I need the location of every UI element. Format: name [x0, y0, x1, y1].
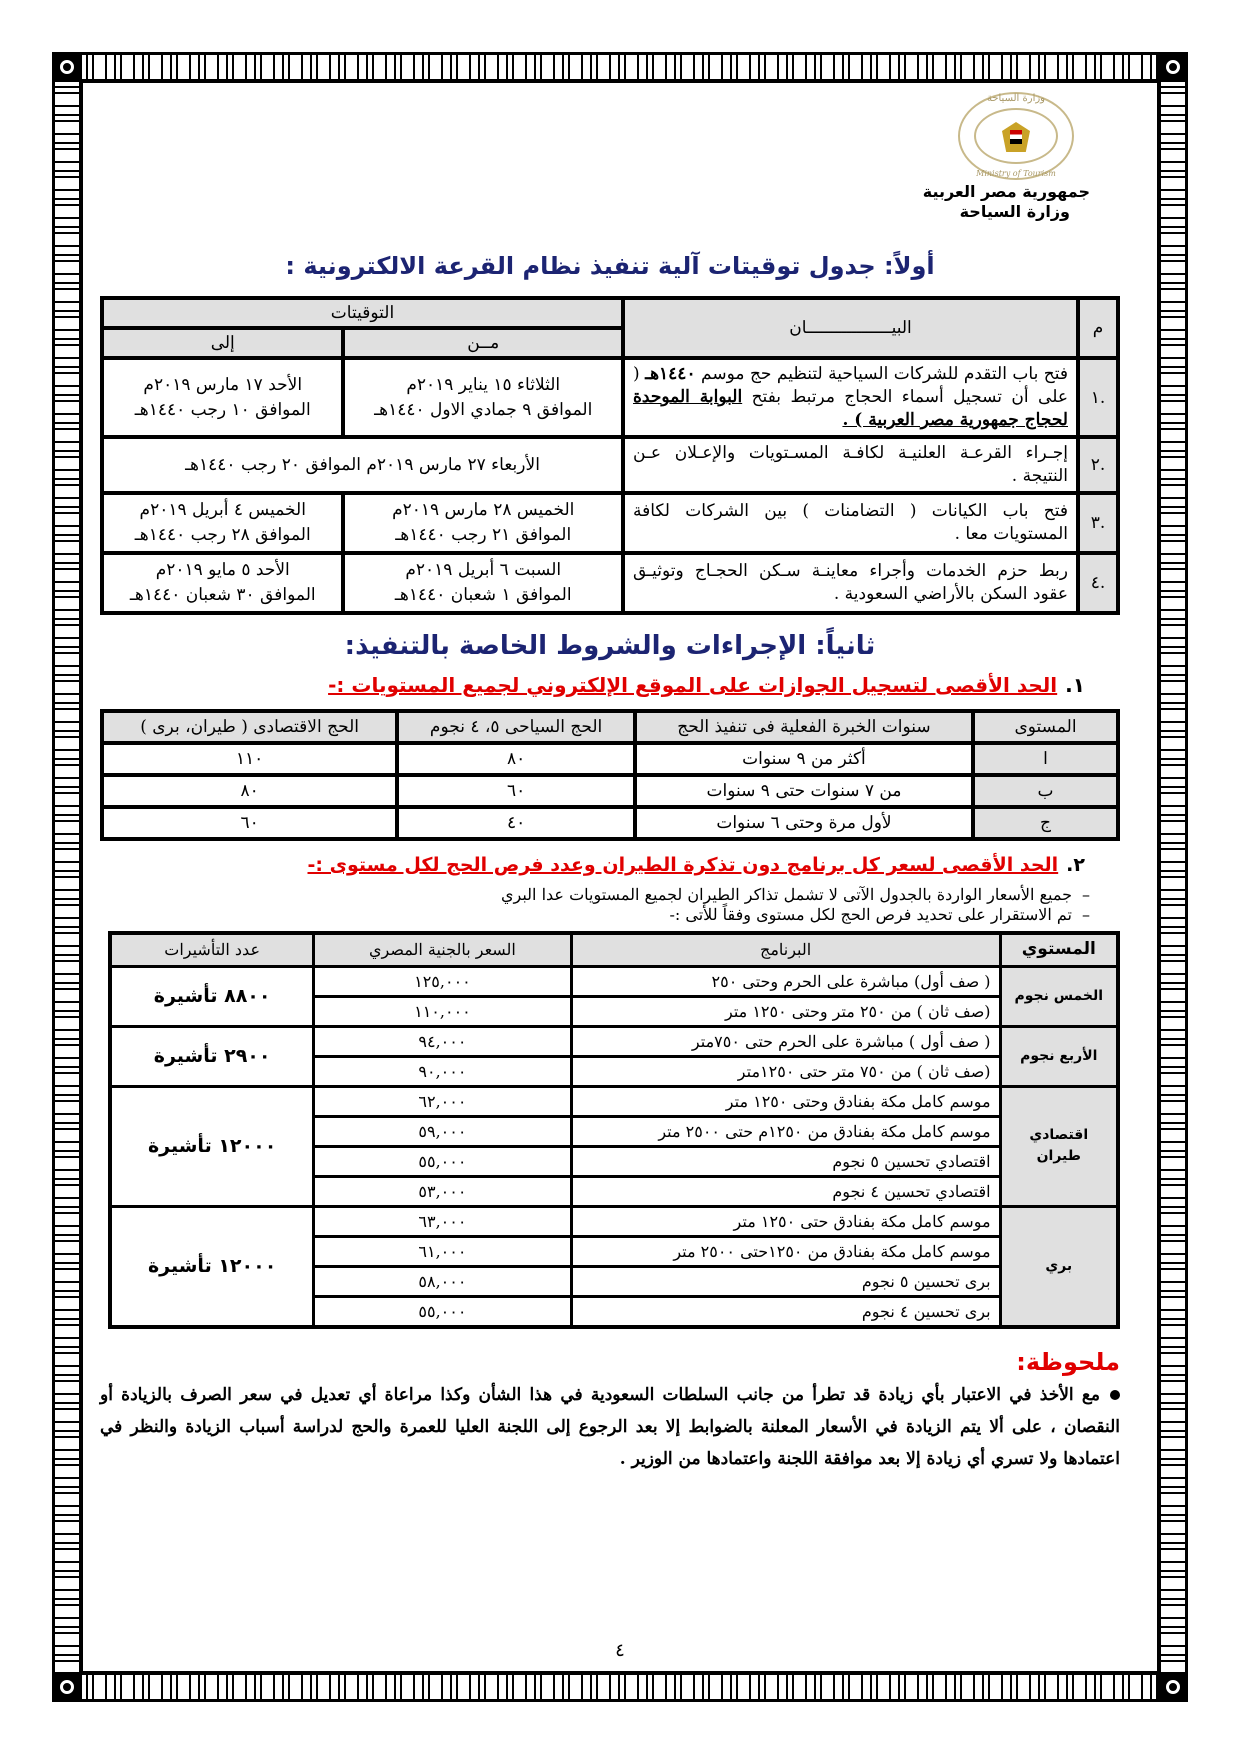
tourist-limit-cell: ٤٠: [397, 807, 635, 839]
col-header-price: السعر بالجنية المصري: [314, 933, 571, 966]
ministry-logo: [958, 92, 1074, 180]
price-cell: ٥٥,٠٠٠: [314, 1296, 571, 1327]
subsection1-title: ١.الحد الأقصى لتسجيل الجوازات على الموقع الإلكتروني لجميع المستويات :-: [328, 673, 1085, 697]
border-bottom: [52, 1672, 1188, 1702]
program-cell: موسم كامل مكة بفنادق من ١٢٥٠حتى ٢٥٠٠ متر: [571, 1236, 1000, 1266]
level-cell: ب: [973, 775, 1118, 807]
tourist-limit-cell: ٦٠: [397, 775, 635, 807]
main-content: [100, 250, 1120, 1475]
border-top: [52, 52, 1188, 82]
logo-text-arabic: وزارة السياحة: [986, 93, 1046, 104]
table-row: [102, 553, 1118, 613]
table-row: [102, 358, 1118, 437]
dash-icon: –: [1082, 885, 1090, 904]
price-cell: ٦١,٠٠٠: [314, 1236, 571, 1266]
corner-ornament-icon: [1158, 1672, 1188, 1702]
list-item: – تم الاستقرار على تحديد فرص الحج لكل مستوى وفقاً للأتى :-: [669, 905, 1090, 924]
table-row: [110, 1206, 1118, 1236]
col-header-to: إلى: [102, 328, 343, 358]
program-cell: برى تحسين ٥ نجوم: [571, 1266, 1000, 1296]
note-title: ملحوظة:: [1016, 1347, 1120, 1376]
tourist-limit-cell: ٨٠: [397, 743, 635, 775]
row-statement: فتح باب التقدم للشركات السياحية لتنظيم حج موسم ١٤٤٠هـ ( على أن تسجيل أسماء الحجاج مرتبط بفتح البوابة الموحدة لحجاج جمهورية مصر العربية ) .: [623, 358, 1078, 437]
program-cell: اقتصادي تحسين ٤ نجوم: [571, 1176, 1000, 1206]
row-num: .٢: [1078, 437, 1118, 493]
visas-cell: ١٢٠٠٠ تأشيرة: [110, 1206, 314, 1327]
economic-limit-cell: ٨٠: [102, 775, 397, 807]
table-row: [110, 1026, 1118, 1056]
visas-cell: ٢٩٠٠ تأشيرة: [110, 1026, 314, 1086]
level-cell: الخمس نجوم: [1000, 966, 1118, 1026]
price-cell: ٥٣,٠٠٠: [314, 1176, 571, 1206]
ministry-line-1: جمهورية مصر العربية: [922, 182, 1090, 201]
experience-cell: لأول مرة وحتى ٦ سنوات: [635, 807, 973, 839]
row-from-date: الثلاثاء ١٥ يناير ٢٠١٩م الموافق ٩ جمادي الاول ١٤٤٠هـ: [343, 358, 623, 437]
passport-limits-table: [100, 709, 1120, 841]
table-row: [110, 1086, 1118, 1116]
row-from-date: الخميس ٢٨ مارس ٢٠١٩م الموافق ٢١ رجب ١٤٤٠هـ: [343, 493, 623, 553]
flag-shield-icon: [1010, 130, 1022, 144]
visas-cell: ٨٨٠٠ تأشيرة: [110, 966, 314, 1026]
level-cell: ج: [973, 807, 1118, 839]
program-cell: اقتصادي تحسين ٥ نجوم: [571, 1146, 1000, 1176]
program-cell: برى تحسين ٤ نجوم: [571, 1296, 1000, 1327]
price-cell: ٥٨,٠٠٠: [314, 1266, 571, 1296]
program-cell: (صف ثان ) من ٢٥٠ متر وحتى ١٢٥٠ متر: [571, 996, 1000, 1026]
col-header-visas: عدد التأشيرات: [110, 933, 314, 966]
row-statement: ربط حزم الخدمات وأجراء معاينـة سـكن الحجـاج وتوثيـق عقود السكن بالأراضي السعودية .: [623, 553, 1078, 613]
price-table: [108, 931, 1120, 1329]
row-to-date: الخميس ٤ أبريل ٢٠١٩م الموافق ٢٨ رجب ١٤٤٠هـ: [102, 493, 343, 553]
table-row: [102, 493, 1118, 553]
visas-cell: ١٢٠٠٠ تأشيرة: [110, 1086, 314, 1206]
row-num: .١: [1078, 358, 1118, 437]
col-header-program: البرنامج: [571, 933, 1000, 966]
table-row: [102, 775, 1118, 807]
page-number: ٤: [615, 1640, 625, 1661]
row-to-date: الأحد ١٧ مارس ٢٠١٩م الموافق ١٠ رجب ١٤٤٠هـ: [102, 358, 343, 437]
bullet-icon: [1110, 1390, 1120, 1400]
col-header-level: المستوى: [973, 711, 1118, 743]
ministry-header: [870, 182, 1090, 222]
experience-cell: أكثر من ٩ سنوات: [635, 743, 973, 775]
row-to-date: الأحد ٥ مايو ٢٠١٩م الموافق ٣٠ شعبان ١٤٤٠هـ: [102, 553, 343, 613]
row-num: .٣: [1078, 493, 1118, 553]
col-header-tourist: الحج السياحى ٥، ٤ نجوم: [397, 711, 635, 743]
note-paragraph: مع الأخذ في الاعتبار بأي زيادة قد تطرأ من جانب السلطات السعودية في هذا الشأن وكذا مراعاة أي تعديل في سعر الصرف بالزيادة أو النقصان ، على ألا يتم الزيادة في الأسعار المعلنة بالضوابط إلا بعد الرجوع إلى اللجنة العليا للعمرة والحج لدراسة أسباب الزيادة والنظر في اعتمادها ولا تسري أي زيادة إلا بعد موافقة اللجنة واعتمادها من الوزير .: [100, 1384, 1120, 1469]
schedule-table: [100, 296, 1120, 615]
level-cell: الأربع نجوم: [1000, 1026, 1118, 1086]
level-cell: ا: [973, 743, 1118, 775]
row-num: .٤: [1078, 553, 1118, 613]
program-cell: موسم كامل مكة بفنادق وحتى ١٢٥٠ متر: [571, 1086, 1000, 1116]
row-statement: فتح باب الكيانات ( التضامنات ) بين الشركات لكافة المستويات معا .: [623, 493, 1078, 553]
border-right: [1158, 52, 1188, 1702]
price-cell: ٦٢,٠٠٠: [314, 1086, 571, 1116]
row-merged-date: الأربعاء ٢٧ مارس ٢٠١٩م الموافق ٢٠ رجب ١٤٤٠هـ: [102, 437, 623, 493]
table-row: [102, 437, 1118, 493]
price-table-wrapper: [100, 931, 1120, 1329]
economic-limit-cell: ١١٠: [102, 743, 397, 775]
program-cell: موسم كامل مكة بفنادق حتى ١٢٥٠ متر: [571, 1206, 1000, 1236]
border-left: [52, 52, 82, 1702]
level-cell: بري: [1000, 1206, 1118, 1327]
price-cell: ١٢٥,٠٠٠: [314, 966, 571, 996]
col-header-experience: سنوات الخبرة الفعلية فى تنفيذ الحج: [635, 711, 973, 743]
corner-ornament-icon: [52, 1672, 82, 1702]
col-header-economic: الحج الاقتصادى ( طيران، برى ): [102, 711, 397, 743]
row-from-date: السبت ٦ أبريل ٢٠١٩م الموافق ١ شعبان ١٤٤٠هـ: [343, 553, 623, 613]
program-cell: (صف ثان ) من ٧٥٠ متر حتى ١٢٥٠متر: [571, 1056, 1000, 1086]
program-cell: ( صف أول ) مباشرة على الحرم حتى ٧٥٠متر: [571, 1026, 1000, 1056]
ministry-line-2: وزارة السياحة: [959, 202, 1070, 221]
price-cell: ٥٥,٠٠٠: [314, 1146, 571, 1176]
corner-ornament-icon: [1158, 52, 1188, 82]
table-row: [102, 743, 1118, 775]
bullet-list: [100, 885, 1090, 925]
subsection2-title: ٢.الحد الأقصى لسعر كل برنامج دون تذكرة الطيران وعدد فرص الحج لكل مستوى :-: [307, 854, 1085, 876]
col-header-statement: البيـــــــــــــــــان: [623, 298, 1078, 358]
program-cell: ( صف أول) مباشرة على الحرم وحتى ٢٥٠: [571, 966, 1000, 996]
experience-cell: من ٧ سنوات حتى ٩ سنوات: [635, 775, 973, 807]
row-statement: إجـراء القرعـة العلنيـة لكافـة المسـتويات والإعـلان عـن النتيجة .: [623, 437, 1078, 493]
col-header-num: م: [1078, 298, 1118, 358]
table-row: [110, 966, 1118, 996]
section2-title: ثانياً: الإجراءات والشروط الخاصة بالتنفيذ:: [344, 631, 876, 661]
dash-icon: –: [1082, 905, 1090, 924]
list-item: – جميع الأسعار الواردة بالجدول الآتى لا تشمل تذاكر الطيران لجميع المستويات عدا البري: [501, 885, 1090, 904]
level-cell: اقتصادي طيران: [1000, 1086, 1118, 1206]
economic-limit-cell: ٦٠: [102, 807, 397, 839]
price-cell: ٩٠,٠٠٠: [314, 1056, 571, 1086]
price-cell: ١١٠,٠٠٠: [314, 996, 571, 1026]
col-header-timings: التوقيتات: [102, 298, 623, 328]
table-row: [102, 807, 1118, 839]
price-cell: ٦٣,٠٠٠: [314, 1206, 571, 1236]
col-header-from: مــن: [343, 328, 623, 358]
col-header-level: المستوي: [1000, 933, 1118, 966]
program-cell: موسم كامل مكة بفنادق من ١٢٥٠م حتى ٢٥٠٠ متر: [571, 1116, 1000, 1146]
corner-ornament-icon: [52, 52, 82, 82]
price-cell: ٥٩,٠٠٠: [314, 1116, 571, 1146]
logo-text-english: Ministry of Tourism: [976, 169, 1056, 178]
section1-title: أولاً: جدول توقيتات آلية تنفيذ نظام القرعة الالكترونية :: [285, 252, 935, 280]
price-cell: ٩٤,٠٠٠: [314, 1026, 571, 1056]
